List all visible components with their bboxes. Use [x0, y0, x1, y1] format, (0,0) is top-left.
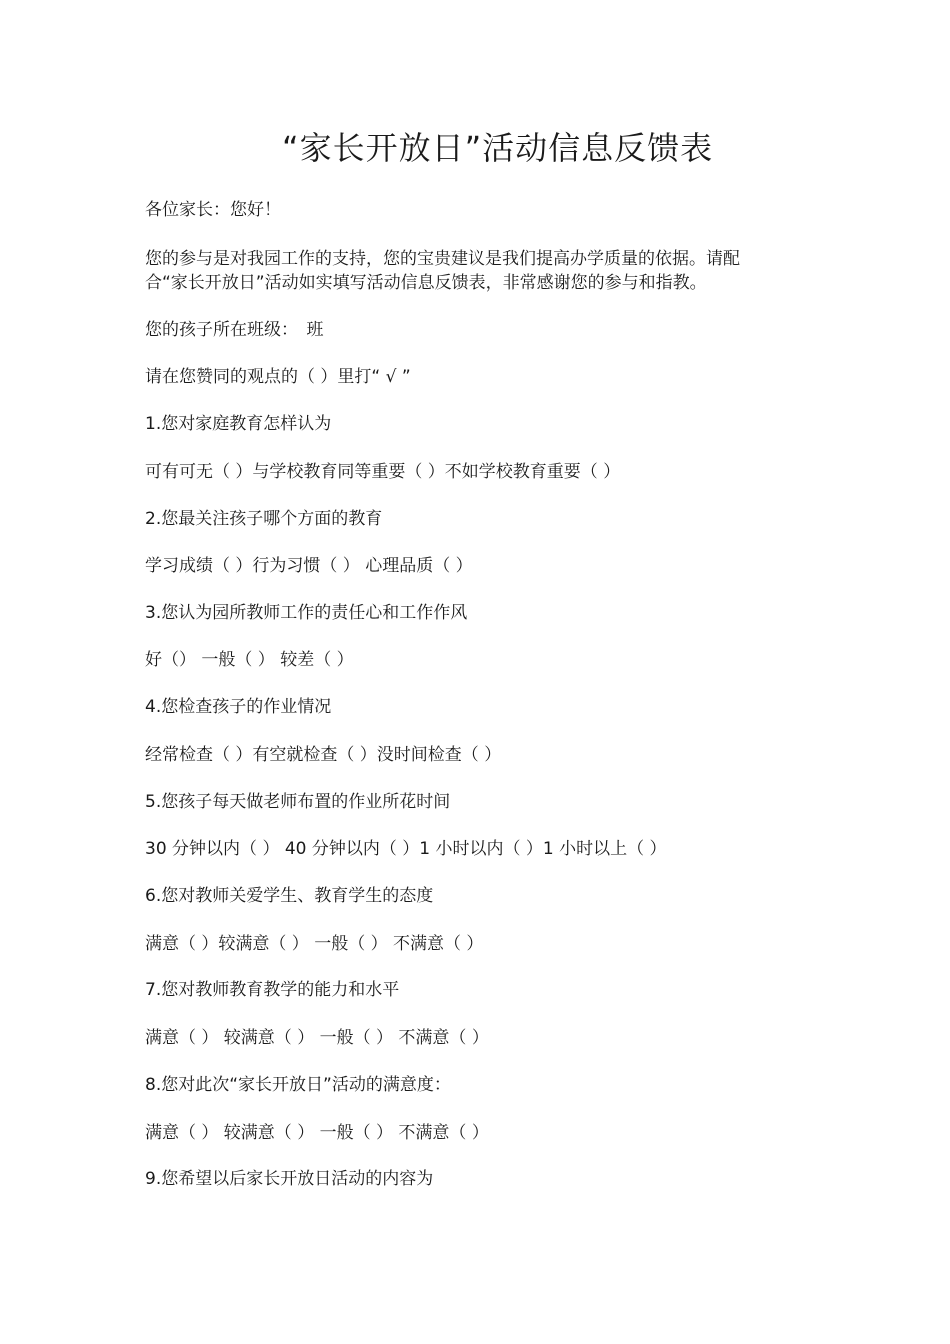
question-9: 9.您希望以后家长开放日活动的内容为 — [145, 1169, 434, 1189]
question-7: 7.您对教师教育教学的能力和水平 — [145, 980, 400, 1000]
question-1-options: 可有可无（ ）与学校教育同等重要（ ）不如学校教育重要（ ） — [145, 462, 621, 482]
question-3-options: 好（） 一般（ ） 较差（ ） — [145, 650, 354, 670]
question-8: 8.您对此次“家长开放日”活动的满意度： — [145, 1075, 451, 1095]
question-8-options: 满意（ ） 较满意（ ） 一般（ ） 不满意（ ） — [145, 1123, 489, 1143]
question-3: 3.您认为园所教师工作的责任心和工作作风 — [145, 603, 468, 623]
instruction: 请在您赞同的观点的（ ）里打“ √ ” — [145, 367, 411, 387]
question-2-options: 学习成绩（ ）行为习惯（ ） 心理品质（ ） — [145, 556, 473, 576]
question-7-options: 满意（ ） 较满意（ ） 一般（ ） 不满意（ ） — [145, 1028, 489, 1048]
question-4: 4.您检查孩子的作业情况 — [145, 697, 332, 717]
intro-line-1: 您的参与是对我园工作的支持，您的宝贵建议是我们提高办学质量的依据。请配 — [145, 249, 740, 269]
question-5-options: 30 分钟以内（ ） 40 分钟以内（ ）1 小时以内（ ）1 小时以上（ ） — [145, 839, 667, 859]
question-4-options: 经常检查（ ）有空就检查（ ）没时间检查（ ） — [145, 745, 502, 765]
greeting: 各位家长：您好！ — [145, 200, 281, 220]
question-6: 6.您对教师关爱学生、教育学生的态度 — [145, 886, 434, 906]
class-line: 您的孩子所在班级： 班 — [145, 320, 324, 340]
question-5: 5.您孩子每天做老师布置的作业所花时间 — [145, 792, 451, 812]
question-2: 2.您最关注孩子哪个方面的教育 — [145, 509, 383, 529]
intro-line-2: 合“家长开放日”活动如实填写活动信息反馈表，非常感谢您的参与和指教。 — [145, 273, 707, 293]
document-title: “家长开放日”活动信息反馈表 — [282, 129, 714, 167]
question-1: 1.您对家庭教育怎样认为 — [145, 414, 332, 434]
question-6-options: 满意（ ）较满意（ ） 一般（ ） 不满意（ ） — [145, 934, 484, 954]
